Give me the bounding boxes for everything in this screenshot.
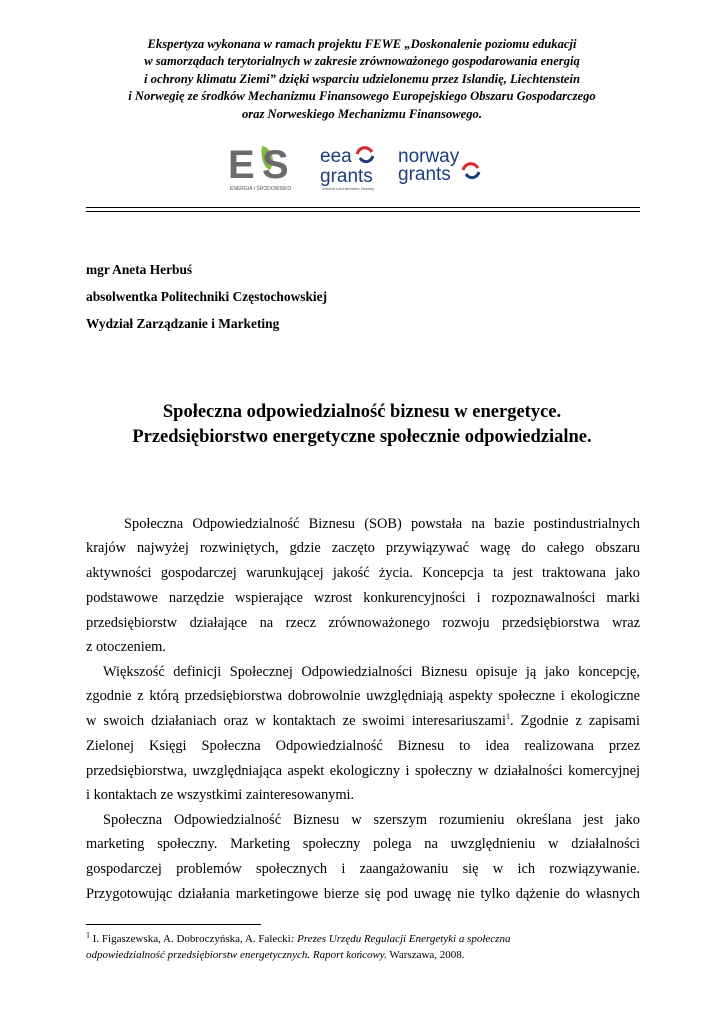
paragraph-line: gospodarczej problemów społecznych i zaangażowaniu się w ich rozwiązywanie.: [86, 861, 640, 877]
eea-logo-line2: grants: [320, 166, 373, 187]
paragraph-line: Zielonej Księgi Społeczna Odpowiedzialność Biznesu to idea realizowana przez: [86, 738, 640, 754]
footnote-divider: [86, 924, 261, 925]
norway-red-arc-icon: [463, 164, 478, 170]
footnote-marker: 1: [86, 930, 90, 940]
sponsor-logos: [226, 138, 516, 198]
paragraph-line-with-footnote: [86, 712, 640, 730]
footnote-colon: :: [290, 933, 298, 945]
es-logo-letter-e: E: [228, 143, 255, 187]
document-title: [60, 400, 664, 450]
norway-logo-line2: grants: [398, 164, 451, 185]
document-header: [80, 36, 644, 123]
footnote: [86, 932, 510, 946]
author-name: mgr Aneta Herbuś: [86, 262, 193, 277]
paragraph-line: podstawowe narzędzie wspierające wzrost konkurencyjności i rozpoznawalności marki: [86, 590, 640, 606]
norway-grants-logo: [398, 146, 479, 185]
paragraph-line: przedsiębiorstw działające na rzecz zrównoważonego rozwoju przedsiębiorstwa wraz: [86, 615, 640, 631]
paragraph-line: Przygotowując działania marketingowe bierze się pod uwagę nie tylko dążenie do własnych: [86, 886, 640, 902]
header-divider-thin: [86, 211, 640, 212]
eea-grants-logo: [320, 146, 374, 191]
header-line: oraz Norweskiego Mechanizmu Finansowego.: [241, 106, 483, 121]
eea-logo-caption: Iceland Liechtenstein Norway: [322, 186, 375, 191]
author-department: Wydział Zarządzanie i Marketing: [86, 316, 280, 331]
norway-blue-arc-icon: [466, 172, 479, 178]
paragraph-line: Większość definicji Społecznej Odpowiedzialności Biznesu opisuje ją jako koncepcję,: [103, 664, 640, 680]
header-line: Ekspertyza wykonana w ramach projektu FEWE „Doskonalenie poziomu edukacji: [147, 37, 577, 51]
footnote-reference[interactable]: 1: [506, 712, 511, 722]
es-logo-letter-s: S: [262, 143, 289, 187]
footnote-title-continued: odpowiedzialność przedsiębiorstw energetycznych. Raport końcowy.: [86, 949, 387, 961]
header-line: w samorządach terytorialnych w zakresie zrównoważonego gospodarowania energią: [144, 54, 580, 69]
es-logo: [228, 143, 292, 192]
header-divider-thick: [86, 207, 640, 208]
text-span: w swoich działaniach oraz w kontaktach ze swoimi interesariuszami: [86, 713, 507, 729]
paragraph-line: krajów najwyżej rozwiniętych, gdzie zaczęto przywiązywać wagę do całego obszaru: [86, 540, 640, 556]
norway-logo-line1: norway: [398, 146, 460, 167]
header-line: i Norwegię ze środków Mechanizmu Finansowego Europejskiego Obszaru Gospodarczego: [128, 89, 596, 104]
header-line: i ochrony klimatu Ziemi” dzięki wsparciu udzielonemu przez Islandię, Liechtenstein: [144, 71, 580, 86]
footnote-continued: [86, 948, 465, 962]
paragraph-line: i kontaktach ze wszystkimi zainteresowanymi.: [86, 787, 355, 803]
footnote-authors: I. Figaszewska, A. Dobroczyńska, A. Falecki: [90, 933, 291, 945]
paragraph-line: z otoczeniem.: [86, 639, 166, 655]
eea-red-arc-icon: [357, 148, 372, 154]
paragraph-line: zgodnie z którą przedsiębiorstwa dobrowolnie uwzględniają aspekty społeczne i ekologiczne: [86, 688, 640, 704]
title-line-1: Społeczna odpowiedzialność biznesu w energetyce.: [162, 402, 562, 422]
es-logo-caption: ENERGIA I ŚRODOWISKO: [230, 186, 292, 192]
footnote-place: Warszawa, 2008.: [386, 949, 465, 961]
paragraph-line: Społeczna Odpowiedzialność Biznesu w szerszym rozumieniu określana jest jako: [103, 812, 640, 828]
paragraph-line: aktywności gospodarczej warunkującej jakość życia. Koncepcja ta jest traktowana jako: [86, 565, 640, 581]
author-affiliation: absolwentka Politechniki Częstochowskiej: [86, 289, 328, 304]
eea-logo-line1: eea: [320, 146, 352, 167]
paragraph-line: marketing społeczny. Marketing społeczny polega na uwzględnieniu w działalności: [86, 836, 640, 852]
title-line-2: Przedsiębiorstwo energetyczne społecznie odpowiedzialne.: [132, 427, 592, 447]
paragraph-line: przedsiębiorstwa, uwzględniająca aspekt ekologiczny i społeczny w działalności komercyjnej: [86, 763, 640, 779]
footnote-title: Prezes Urzędu Regulacji Energetyki a społeczna: [297, 933, 511, 945]
text-span: . Zgodnie z zapisami: [510, 713, 640, 729]
paragraph-line: Społeczna Odpowiedzialność Biznesu (SOB) powstała na bazie postindustrialnych: [124, 516, 640, 532]
eea-blue-arc-icon: [360, 156, 373, 162]
